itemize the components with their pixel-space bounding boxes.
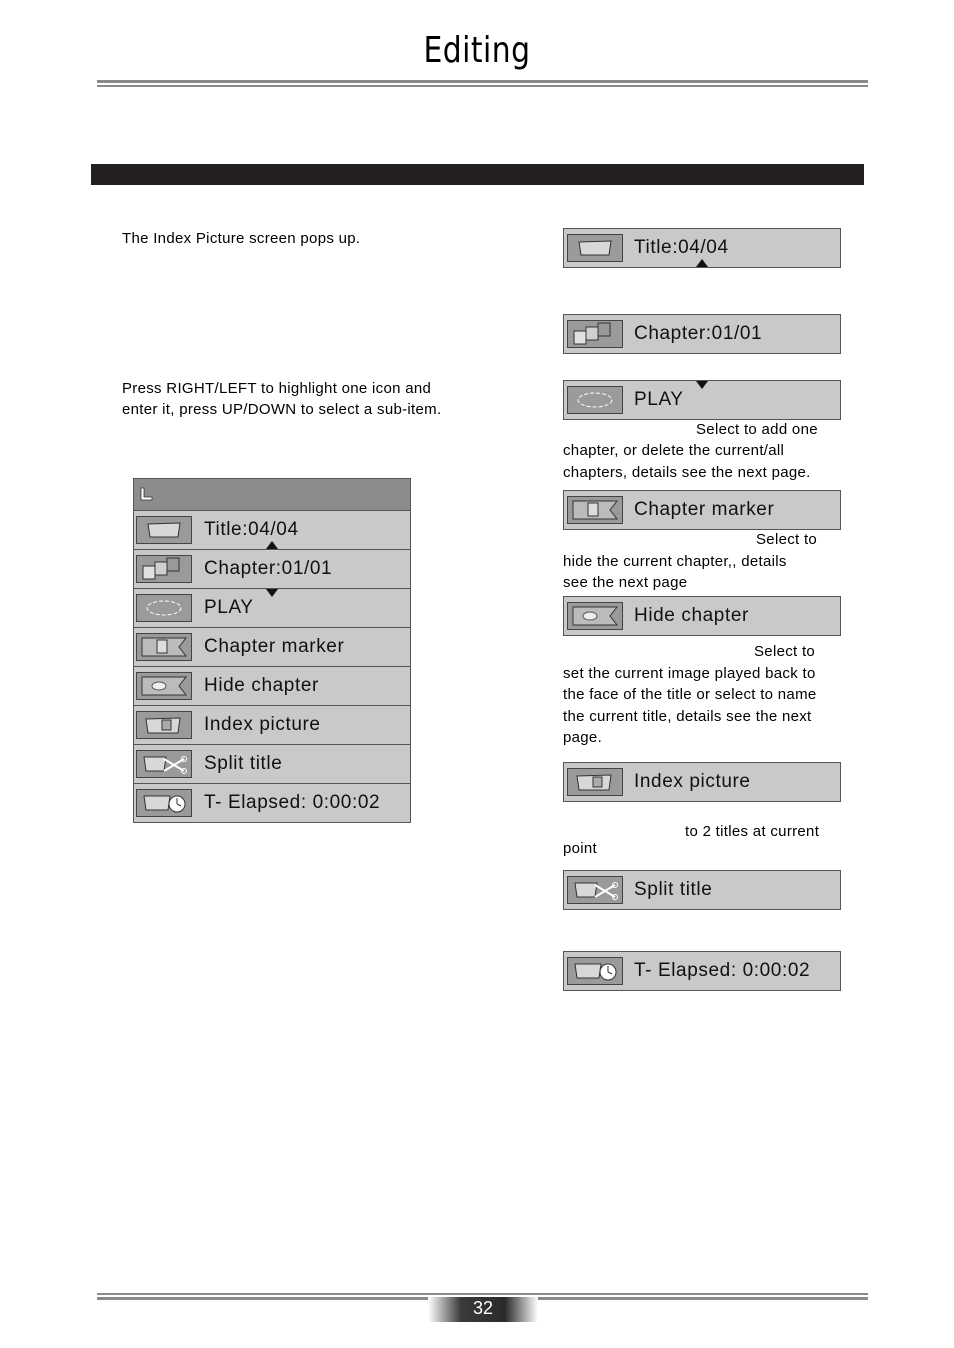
hide-description-3: the face of the title or select to name bbox=[563, 686, 817, 703]
title-item-box bbox=[563, 228, 841, 268]
index-picture-icon bbox=[567, 768, 623, 796]
chapter-marker-item-label: Chapter marker bbox=[634, 499, 775, 520]
play-icon bbox=[136, 594, 192, 622]
menu-item-label: Chapter marker bbox=[204, 636, 345, 657]
menu-item-play[interactable] bbox=[134, 589, 410, 628]
menu-item-elapsed[interactable] bbox=[134, 784, 410, 822]
up-arrow-icon bbox=[266, 541, 278, 549]
play-item-box bbox=[563, 380, 841, 420]
split-title-icon bbox=[567, 876, 623, 904]
instruction-line-1: Press RIGHT/LEFT to highlight one icon and bbox=[122, 380, 432, 397]
chapter-marker-icon bbox=[567, 496, 623, 524]
hide-description-5: page. bbox=[563, 729, 603, 746]
marker-description-2: hide the current chapter,, details bbox=[563, 553, 787, 570]
split-title-icon bbox=[136, 750, 192, 778]
play-description-1: Select to add one bbox=[696, 421, 818, 438]
hide-description-1: Select to bbox=[754, 643, 816, 660]
hide-chapter-item-label: Hide chapter bbox=[634, 605, 749, 626]
page-title: Editing bbox=[423, 30, 531, 71]
down-arrow-icon bbox=[696, 381, 708, 389]
title-icon bbox=[136, 516, 192, 544]
index-description-1: to 2 titles at current bbox=[685, 823, 820, 840]
hide-chapter-item-box bbox=[563, 596, 841, 636]
menu-item-label: Split title bbox=[204, 753, 283, 774]
menu-item-hide-chapter[interactable] bbox=[134, 667, 410, 706]
menu-item-label: PLAY bbox=[204, 597, 254, 618]
menu-item-label: Chapter:01/01 bbox=[204, 558, 333, 579]
instruction-line-2: enter it, press UP/DOWN to select a sub-item. bbox=[122, 401, 442, 418]
menu-corner-icon bbox=[138, 487, 154, 503]
elapsed-item-box bbox=[563, 951, 841, 991]
edit-menu-panel bbox=[133, 478, 411, 823]
elapsed-item-label: T- Elapsed: 0:00:02 bbox=[634, 960, 811, 981]
elapsed-clock-icon bbox=[136, 789, 192, 817]
menu-item-title[interactable] bbox=[134, 511, 410, 550]
play-description-3: chapters, details see the next page. bbox=[563, 464, 811, 481]
up-arrow-icon bbox=[696, 259, 708, 267]
play-description-2: chapter, or delete the current/all bbox=[563, 442, 785, 459]
marker-description-3: see the next page bbox=[563, 574, 688, 591]
menu-item-chapter[interactable] bbox=[134, 550, 410, 589]
chapter-item-label: Chapter:01/01 bbox=[634, 323, 763, 344]
chapter-marker-item-box bbox=[563, 490, 841, 530]
hide-description-2: set the current image played back to bbox=[563, 665, 816, 682]
intro-text: The Index Picture screen pops up. bbox=[122, 230, 361, 247]
header-rule-secondary bbox=[97, 85, 868, 87]
menu-item-label: Title:04/04 bbox=[204, 519, 299, 540]
play-icon bbox=[567, 386, 623, 414]
hide-chapter-icon bbox=[136, 672, 192, 700]
elapsed-clock-icon bbox=[567, 957, 623, 985]
chapter-icon bbox=[567, 320, 623, 348]
index-picture-item-box bbox=[563, 762, 841, 802]
menu-item-split-title[interactable] bbox=[134, 745, 410, 784]
hide-description-4: the current title, details see the next bbox=[563, 708, 812, 725]
title-icon bbox=[567, 234, 623, 262]
hide-chapter-icon bbox=[567, 602, 623, 630]
chapter-marker-icon bbox=[136, 633, 192, 661]
menu-item-label: T- Elapsed: 0:00:02 bbox=[204, 792, 381, 813]
chapter-icon bbox=[136, 555, 192, 583]
menu-item-label: Hide chapter bbox=[204, 675, 319, 696]
down-arrow-icon bbox=[266, 589, 278, 597]
menu-header bbox=[134, 479, 410, 511]
menu-item-chapter-marker[interactable] bbox=[134, 628, 410, 667]
title-item-label: Title:04/04 bbox=[634, 237, 729, 258]
index-picture-icon bbox=[136, 711, 192, 739]
play-item-label: PLAY bbox=[634, 389, 684, 410]
menu-item-index-picture[interactable] bbox=[134, 706, 410, 745]
index-picture-item-label: Index picture bbox=[634, 771, 751, 792]
split-title-item-box bbox=[563, 870, 841, 910]
split-title-item-label: Split title bbox=[634, 879, 713, 900]
index-description-2: point bbox=[563, 840, 598, 857]
section-band bbox=[91, 164, 864, 185]
footer-rule bbox=[97, 1293, 868, 1295]
menu-item-label: Index picture bbox=[204, 714, 321, 735]
page-number: 32 bbox=[472, 1298, 494, 1318]
marker-description-1: Select to bbox=[756, 531, 818, 548]
chapter-item-box bbox=[563, 314, 841, 354]
header-rule bbox=[97, 80, 868, 83]
